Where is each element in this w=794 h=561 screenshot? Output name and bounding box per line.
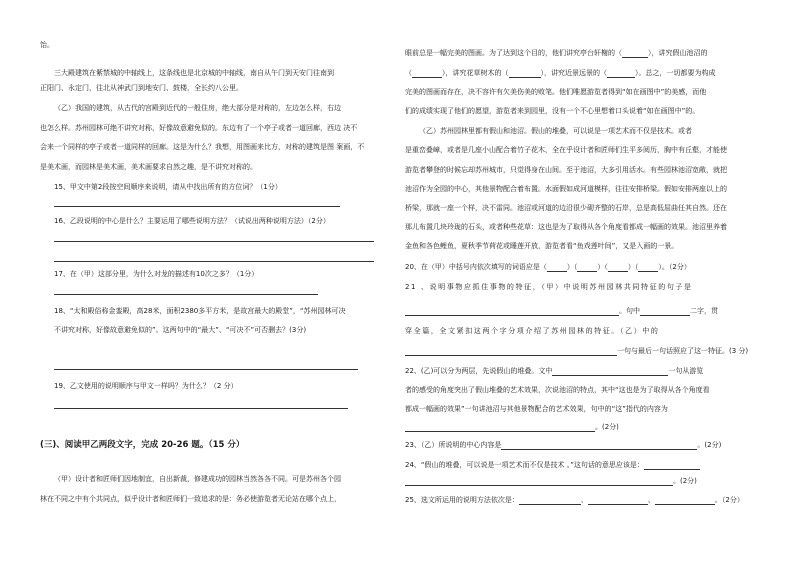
passage-line: （ ），讲究花草树木的（ ），讲究近景远景的（ ）。总之，一切都要为构成 <box>405 69 716 77</box>
fill-blank[interactable] <box>607 69 635 78</box>
answer-line[interactable] <box>54 206 340 207</box>
text-line: 正阳门、永定门，往北从神武门到地安门、鼓楼，全长约八公里。 <box>40 84 243 92</box>
question-21-cont: 。句中 二字，贯 <box>405 306 718 316</box>
fill-blank[interactable] <box>638 263 658 272</box>
answer-line[interactable] <box>54 408 348 409</box>
question-21: 21 、说明事物应抓住事物的特征，（甲）中说明苏州园林共同特征的句子是 <box>405 283 693 291</box>
fill-blank[interactable] <box>547 263 567 272</box>
text-line: 会来一个同样的亭子或者一道同样的回廊。这是为什么？我想，用图画来比方，对称的建筑是图 案画，不 <box>40 143 365 151</box>
passage-line: 桥梁，那就一座一个样，决不雷同。池沼或河道的边沿很少砌齐整的石岸，总是高低屈曲任其自然。还在 <box>405 204 727 212</box>
question-17: 17、在（甲）这部分里，为什么对龙的描述有10次之多？（1分） <box>54 270 259 278</box>
passage-line: 是重峦叠嶂，或者是几座小山配合着竹子花木，全在乎设计者和匠师们生平多阅历，胸中有丘壑，才能使 <box>405 146 727 154</box>
section-heading: (三)、阅读甲乙两段文字，完成 20-26 题。（15 分） <box>40 440 245 450</box>
fill-blank[interactable] <box>608 263 628 272</box>
question-20: 20、在（甲）中括号内依次填写的词语应是（ ）（ ）（ ）（ ）。（2分） <box>405 263 691 271</box>
question-19: 19、乙文使用的说明顺序与甲文一样吗？为什么？（2 分） <box>54 382 238 390</box>
fill-blank[interactable] <box>655 496 715 505</box>
passage-line: （甲）设计者和匠师们因地制宜，自出新裁，修建成功的园林当然各各不同。可是苏州各个园 <box>54 475 341 483</box>
question-22-cont: 者的感受的角度突出了假山堆叠的艺术效果，次说池沼的特点，其中“这也是为了取得从各个角度看 <box>405 386 710 394</box>
passage-line: 游览者攀登的时候忘却苏州城市，只觉得身在山间。至于池沼，大多引用活水。有些园林池沼宽敞，就把 <box>405 166 727 174</box>
passage-line: 眼前总是一幅完美的图画。为了达到这个目的，他们讲究亭台轩榭的（ ），讲究假山池沼的 <box>405 49 708 57</box>
question-22-cont: 。(2分) <box>405 422 619 432</box>
answer-line[interactable] <box>405 307 619 316</box>
fill-blank[interactable] <box>552 367 668 376</box>
fill-blank[interactable] <box>622 49 648 58</box>
passage-line: 那儿布置几块玲珑的石头，或者种些花草：这也是为了取得从各个角度看都成一幅画的效果。池沼里养着 <box>405 223 727 231</box>
passage-line: 们的成绩实现了他们的愿望，游览者来到园里，没有一个不心里想着口头说着“如在画图中”的。 <box>405 107 700 115</box>
text-line: 是美术画，而园林是美术画，美术画要求自然之趣，是不讲究对称的。 <box>40 163 257 171</box>
fill-blank[interactable] <box>519 496 581 505</box>
question-22-cont: 都成一幅画的效果”一句讲池沼与其他景物配合的艺术效果，句中的“这”指代的内容为 <box>405 405 668 413</box>
text-line: （乙）我国的建筑，从古代的宫殿到近代的一般住房，绝大部分是对称的，左边怎么样，右边 <box>54 104 341 112</box>
question-23: 23、（乙）所说明的中心内容是 。(2分) <box>405 441 722 449</box>
question-21-cont: 一句与最后一句话照应了这一特征。(3 分) <box>405 346 748 356</box>
question-16: 16、乙段说明的中心是什么？主要运用了哪些说明方法？（试说出两种说明方法）（2分） <box>54 217 330 225</box>
text-line: 三大殿建筑在紫禁城的中轴线上，这条线也是北京城的中轴线，南自从午门到天安门往南到 <box>54 69 334 77</box>
fill-blank[interactable] <box>644 461 700 470</box>
answer-line[interactable] <box>405 347 617 356</box>
text-line: 饴。 <box>40 41 54 49</box>
question-24-cont: 。(2分) <box>405 476 697 486</box>
answer-line[interactable] <box>405 477 673 486</box>
question-21-cont: 穿全篇，全文紧扣这两个字分项介绍了苏州园林的特征。（乙）中的 <box>405 327 660 335</box>
passage-line: 林在不同之中有个共同点，似乎设计者和匠师们一致追求的是：务必使游览者无论站在哪个点上， <box>40 495 341 503</box>
answer-line[interactable] <box>405 423 595 432</box>
question-22: 22、(乙)可以分为两层，先说假山的堆叠。文中 一句从游览 <box>405 367 704 375</box>
fill-blank[interactable] <box>588 496 648 505</box>
text-line: 也怎么样。苏州园林可绝不讲究对称，好像故意避免似的。东边有了一个亭子或者一道回廊，西边 决不 <box>40 124 358 132</box>
answer-line[interactable] <box>54 261 374 262</box>
question-25: 25、选文所运用的说明方法依次是： 、 、 。（2分） <box>405 496 744 504</box>
left-column <box>40 0 382 561</box>
passage-line: （乙）苏州园林里都有假山和池沼。假山的堆叠，可以说是一项艺术而不仅是技术。或者 <box>419 127 692 135</box>
fill-blank[interactable] <box>501 441 697 450</box>
question-15: 15、甲文中第2段按空间顺序来说明，请从中找出所有的方位词？（1分） <box>54 183 282 191</box>
answer-line[interactable] <box>54 294 318 295</box>
question-18-line1: 18、“太和殿俗称金銮殿，高28米，面积2380多平方米，是故宫最大的殿堂”，“苏州园林可决 <box>54 307 346 315</box>
passage-line: 完美的图画而存在，决不容许有欠美伤美的败笔。他们唯愿游览者得到“如在画图中”的美感，而他 <box>405 88 707 96</box>
fill-blank[interactable] <box>509 69 541 78</box>
fill-blank[interactable] <box>577 263 597 272</box>
answer-line[interactable] <box>54 369 358 370</box>
passage-line: 池沼作为全园的中心，其他景物配合着布置。水面假如成河道模样，往往安排桥梁。假如安排两座以上的 <box>405 185 727 193</box>
right-column <box>405 0 747 561</box>
question-18-line2: 不讲究对称，好像故意避免似的”。这两句中的“最大”、“可决不”可否删去？(3分) <box>54 326 307 334</box>
answer-line[interactable] <box>54 241 374 242</box>
question-24: 24、“假山的堆叠，可以说是一项艺术而不仅是技术 。”这句话的意思应该是： <box>405 460 700 470</box>
fill-blank[interactable] <box>412 69 442 78</box>
passage-line: 金鱼和各色鲤鱼，夏秋季节荷花或睡莲开放，游览者看“鱼戏莲叶间”，又是入画的一景。 <box>405 242 679 250</box>
fill-blank[interactable] <box>640 307 690 316</box>
